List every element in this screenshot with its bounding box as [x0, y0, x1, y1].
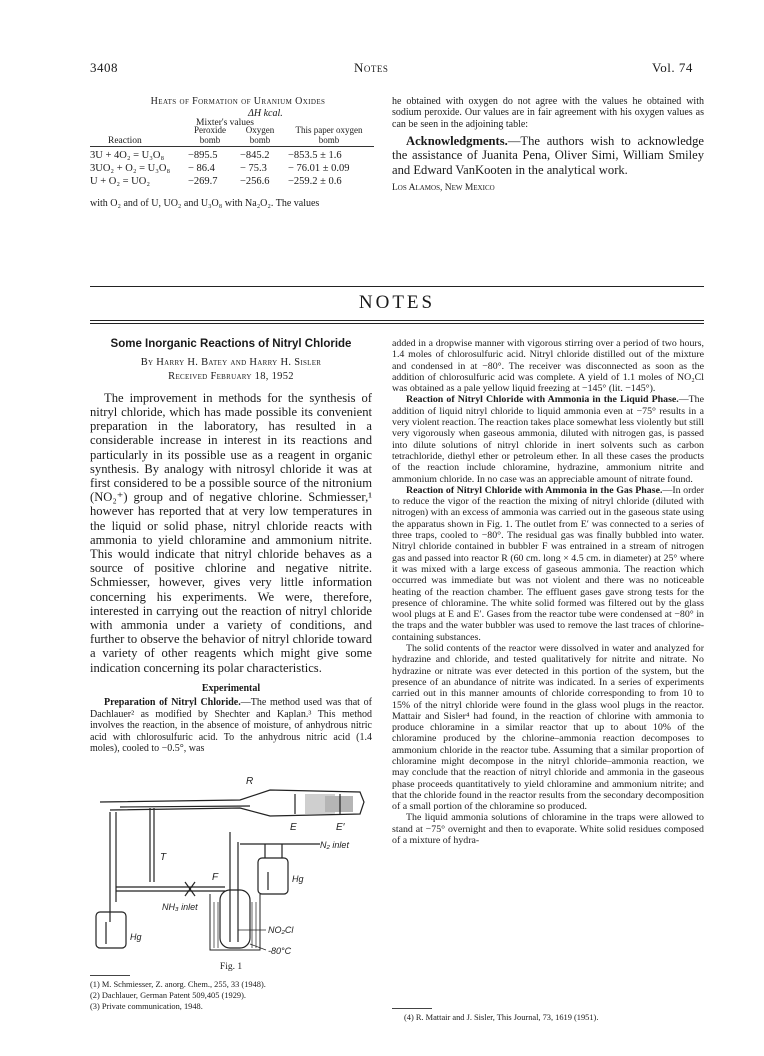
- figure-label-T: T: [160, 852, 167, 863]
- table-row-1-paper: −853.5 ± 1.6: [288, 150, 342, 161]
- figure-label-F: F: [212, 872, 219, 883]
- footnote-rule-left: [90, 975, 130, 976]
- notes-heading: NOTES: [358, 292, 436, 313]
- table-row-3-paper: −259.2 ± 0.6: [288, 176, 342, 187]
- page-number: 3408: [90, 60, 118, 75]
- article-title: Some Inorganic Reactions of Nitryl Chloride: [110, 338, 352, 350]
- preparation-heading: Preparation of Nitryl Chloride.: [104, 697, 241, 709]
- table-header-paper: This paper oxygen bomb: [295, 125, 363, 145]
- article-received: Received February 18, 1952: [168, 371, 294, 383]
- footnote-4: (4) R. Mattair and J. Sisler, This Journal, 73, 1619 (1951).: [404, 1013, 599, 1022]
- table-row-1-peroxide: −895.5: [188, 150, 218, 161]
- footnote-rule-right: [392, 1008, 432, 1009]
- article-intro: The improvement in methods for the synthesis of nitryl chloride, which has made possible its convenient preparation in the laboratory, has resulted in a considerable increase in interest in its reactions and particularly in its possible use as a reagent in organic synthesis. By analogy with nitrosyl chloride it was at first considered to be a possible source of the nitronium (NO₂⁺) group and of negative chlorine. Schmiesser,¹ however has reported that at very low temperatures in the liquid or solid phase, nitryl chloride reacts with ammonia to yield chloramine and ammonium nitrite. This would indicate that nitryl chloride behaves as a source of positive chlorine and negative nitrite. Schmiesser, however, gives very little information concerning his experiments. We were, therefore, interested in carrying out the reaction of nitryl chloride with ammonia under a variety of conditions, and further to observe the behavior of nitryl chloride toward a variety of other reagents which might give some indication concerning its polar characteristics.: [90, 390, 372, 675]
- prev-article-text: he obtained with oxygen do not agree with the values he obtained with sodium peroxide. Our values are in fair agreement with his oxygen values as can be seen in the adjoining table:: [392, 96, 704, 130]
- liquid-ammonia-paragraph: The liquid ammonia solutions of chloramine in the traps were allowed to stand at −75° overnight and then to evaporate. White solid residues composed of a mixture of hydra-: [392, 812, 704, 847]
- table-row-1-oxygen: −845.2: [240, 150, 270, 161]
- footnote-3: (3) Private communication, 1948.: [90, 1002, 203, 1011]
- table-rule: [90, 146, 374, 147]
- table-row-2-peroxide: − 86.4: [188, 163, 215, 174]
- article-left-column: [90, 338, 372, 754]
- table-row-1-reaction: 3U + 4O₂ = U₃O₈: [90, 150, 165, 161]
- gas-phase-heading: Reaction of Nitryl Chloride with Ammonia in the Gas Phase.: [406, 484, 663, 496]
- experimental-heading: Experimental: [201, 682, 261, 694]
- figure-label-no2cl: NO₂Cl: [268, 925, 294, 935]
- figure-label-nh3-inlet: NH₃ inlet: [162, 902, 198, 912]
- acknowledgments-body: —The authors wish to acknowledge the assistance of Juanita Pena, Oliver Simi, William Smiley and Edward VanKooten in the analytical work.: [392, 134, 704, 177]
- article-authors: By Harry H. Batey and Harry H. Sisler: [140, 357, 322, 368]
- table-row-2-oxygen: − 75.3: [240, 163, 267, 174]
- liquid-phase-body: —The addition of liquid nitryl chloride to liquid ammonia even at −75° results in a very violent reaction. The reaction takes place somewhat less violently but still very vigorously when gaseous ammonia, diluted with nitrogen gas, is passed into dilute solutions of nitryl chloride in inert solvents such as carbon tetrachloride, diethyl ether or petroleum ether. In all these cases the products of the reaction include chloramine, hydrazine, ammonium nitrite and ammonium chloride. In no case was an appreciable amount of nitrate found.: [392, 394, 704, 485]
- table-row-3-peroxide: −269.7: [188, 176, 218, 187]
- volume-number: Vol. 74: [652, 60, 693, 75]
- running-section-title: Notes: [354, 60, 389, 75]
- table-trailing-text: with O₂ and of U, UO₂ and U₃O₈ with Na₂O₂. The values: [90, 198, 320, 209]
- table-row-2-reaction: 3UO₂ + O₂ = U₃O₈: [90, 163, 171, 174]
- table-header-oxygen: Oxygen bomb: [245, 125, 275, 145]
- notes-rule-mid-2: [90, 323, 704, 324]
- figure-caption: Fig. 1: [219, 962, 243, 972]
- footnote-2: (2) Dachlauer, German Patent 509,405 (1929).: [90, 991, 246, 1000]
- table-header-peroxide: Peroxide bomb: [194, 125, 226, 145]
- figure-label-R: R: [246, 776, 254, 787]
- figure-label-temperature: -80°C: [268, 946, 292, 956]
- preparation-paragraph: [90, 697, 372, 754]
- table-unit: ΔH kcal.: [248, 108, 283, 119]
- table-header-reaction: Reaction: [108, 136, 142, 146]
- notes-rule-mid-1: [90, 320, 704, 321]
- liquid-phase-paragraph: [392, 394, 704, 484]
- article-right-column: [392, 338, 704, 846]
- footnote-1: (1) M. Schmiesser, Z. anorg. Chem., 255, 33 (1948).: [90, 980, 266, 989]
- gas-phase-body: —In order to reduce the vigor of the reaction the mixing of nitryl chloride (diluted with nitrogen) with an excess of ammonia was carried out in the gaseous state using the apparatus shown in Fig. 1. The outlet from E′ was connected to a series of three traps, cooled to −80°. The residual gas was finally bubbled into water. Nitryl chloride contained in bubbler F was entrained in a stream of nitrogen gas and passed into reactor R (60 cm. long × 4.5 cm. in diameter) at 25° where it was mixed with a large excess of gaseous ammonia. The reaction which occurred was immediate but was not violent and there was no noticeable heating of the reaction chamber. The effluent gases gave strong tests for the presence of chloramine. The white solid formed was filtered out by the glass wool plugs at E and E′. Gases from the reactor tube were condensed at −80° in the traps and the water bubbler was used to remove the last traces of chlorine-containing substances.: [392, 484, 704, 643]
- figure-1-apparatus: [90, 772, 372, 958]
- solid-contents-paragraph: The solid contents of the reactor were dissolved in water and analyzed for hydrazine and chloride, and tested qualitatively for nitrite and nitrate. No hydrazine or nitrate was ever detected in this portion of the system, but the presence of an abundance of nitrite was indicated. In a series of experiments carried out in this manner amounts of chloride corresponding to from 10 to 15% of the nitryl chloride were found in the glass wool plugs in the reactor. Mattair and Sisler⁴ had found, in the reaction of chlorine with ammonia to produce chloramine in a similar reactor that up to about 10% of the chloramine produced by the chlorine–ammonia reaction decomposes to ammonium chloride in the reactor tube. Assuming that a similar proportion of chloramine might decompose in the nitryl chloride–ammonia reaction, we may conclude that the reaction of nitryl chloride and ammonia in the gaseous phase proceeds quantitatively to yield chloramine and ammonium nitrite; and that the chloride found in the reactor results from the secondary decomposition of a small portion of the chloramine so produced.: [392, 643, 704, 813]
- table-group-label: Mixter's values: [196, 118, 254, 128]
- acknowledgments-heading: Acknowledgments.: [406, 134, 508, 149]
- table-row-3-oxygen: −256.6: [240, 176, 270, 187]
- prev-article-right: [392, 96, 704, 194]
- table-title: Heats of Formation of Uranium Oxides: [150, 96, 326, 107]
- gas-phase-paragraph: [392, 485, 704, 643]
- preparation-body: —The method used was that of Dachlauer² as modified by Shechter and Kaplan.³ This method involves the reaction, in the absence of moisture, of anhydrous nitric acid with chlorosulfuric acid. To the anhydrous nitric acid (1.4 moles), cooled to −0.5°, was: [90, 697, 372, 754]
- figure-label-n2-inlet: N₂ inlet: [320, 840, 349, 850]
- acknowledgments: [392, 134, 704, 177]
- location: Los Alamos, New Mexico: [392, 182, 495, 193]
- figure-label-hg-right: Hg: [292, 874, 304, 884]
- liquid-phase-heading: Reaction of Nitryl Chloride with Ammonia in the Liquid Phase.: [406, 394, 679, 406]
- figure-label-E-prime: E′: [336, 822, 345, 833]
- notes-rule-top: [90, 286, 704, 287]
- table-row-2-paper: − 76.01 ± 0.09: [288, 163, 350, 174]
- figure-label-E: E: [290, 822, 297, 833]
- table-row-3-reaction: U + O₂ = UO₂: [90, 176, 150, 187]
- figure-label-hg-left: Hg: [130, 932, 142, 942]
- preparation-continued: added in a dropwise manner with vigorous stirring over a period of two hours, 1.4 moles of chlorosulfuric acid. Nitryl chloride distilled out of the mixture and condensed in at −80°. The receiver was disconnected as soon as the addition of chlorosulfuric acid was complete. A yield of 1.1 moles of NO₂Cl was obtained as a pale yellow liquid freezing at −145° (lit. −145°).: [392, 338, 704, 395]
